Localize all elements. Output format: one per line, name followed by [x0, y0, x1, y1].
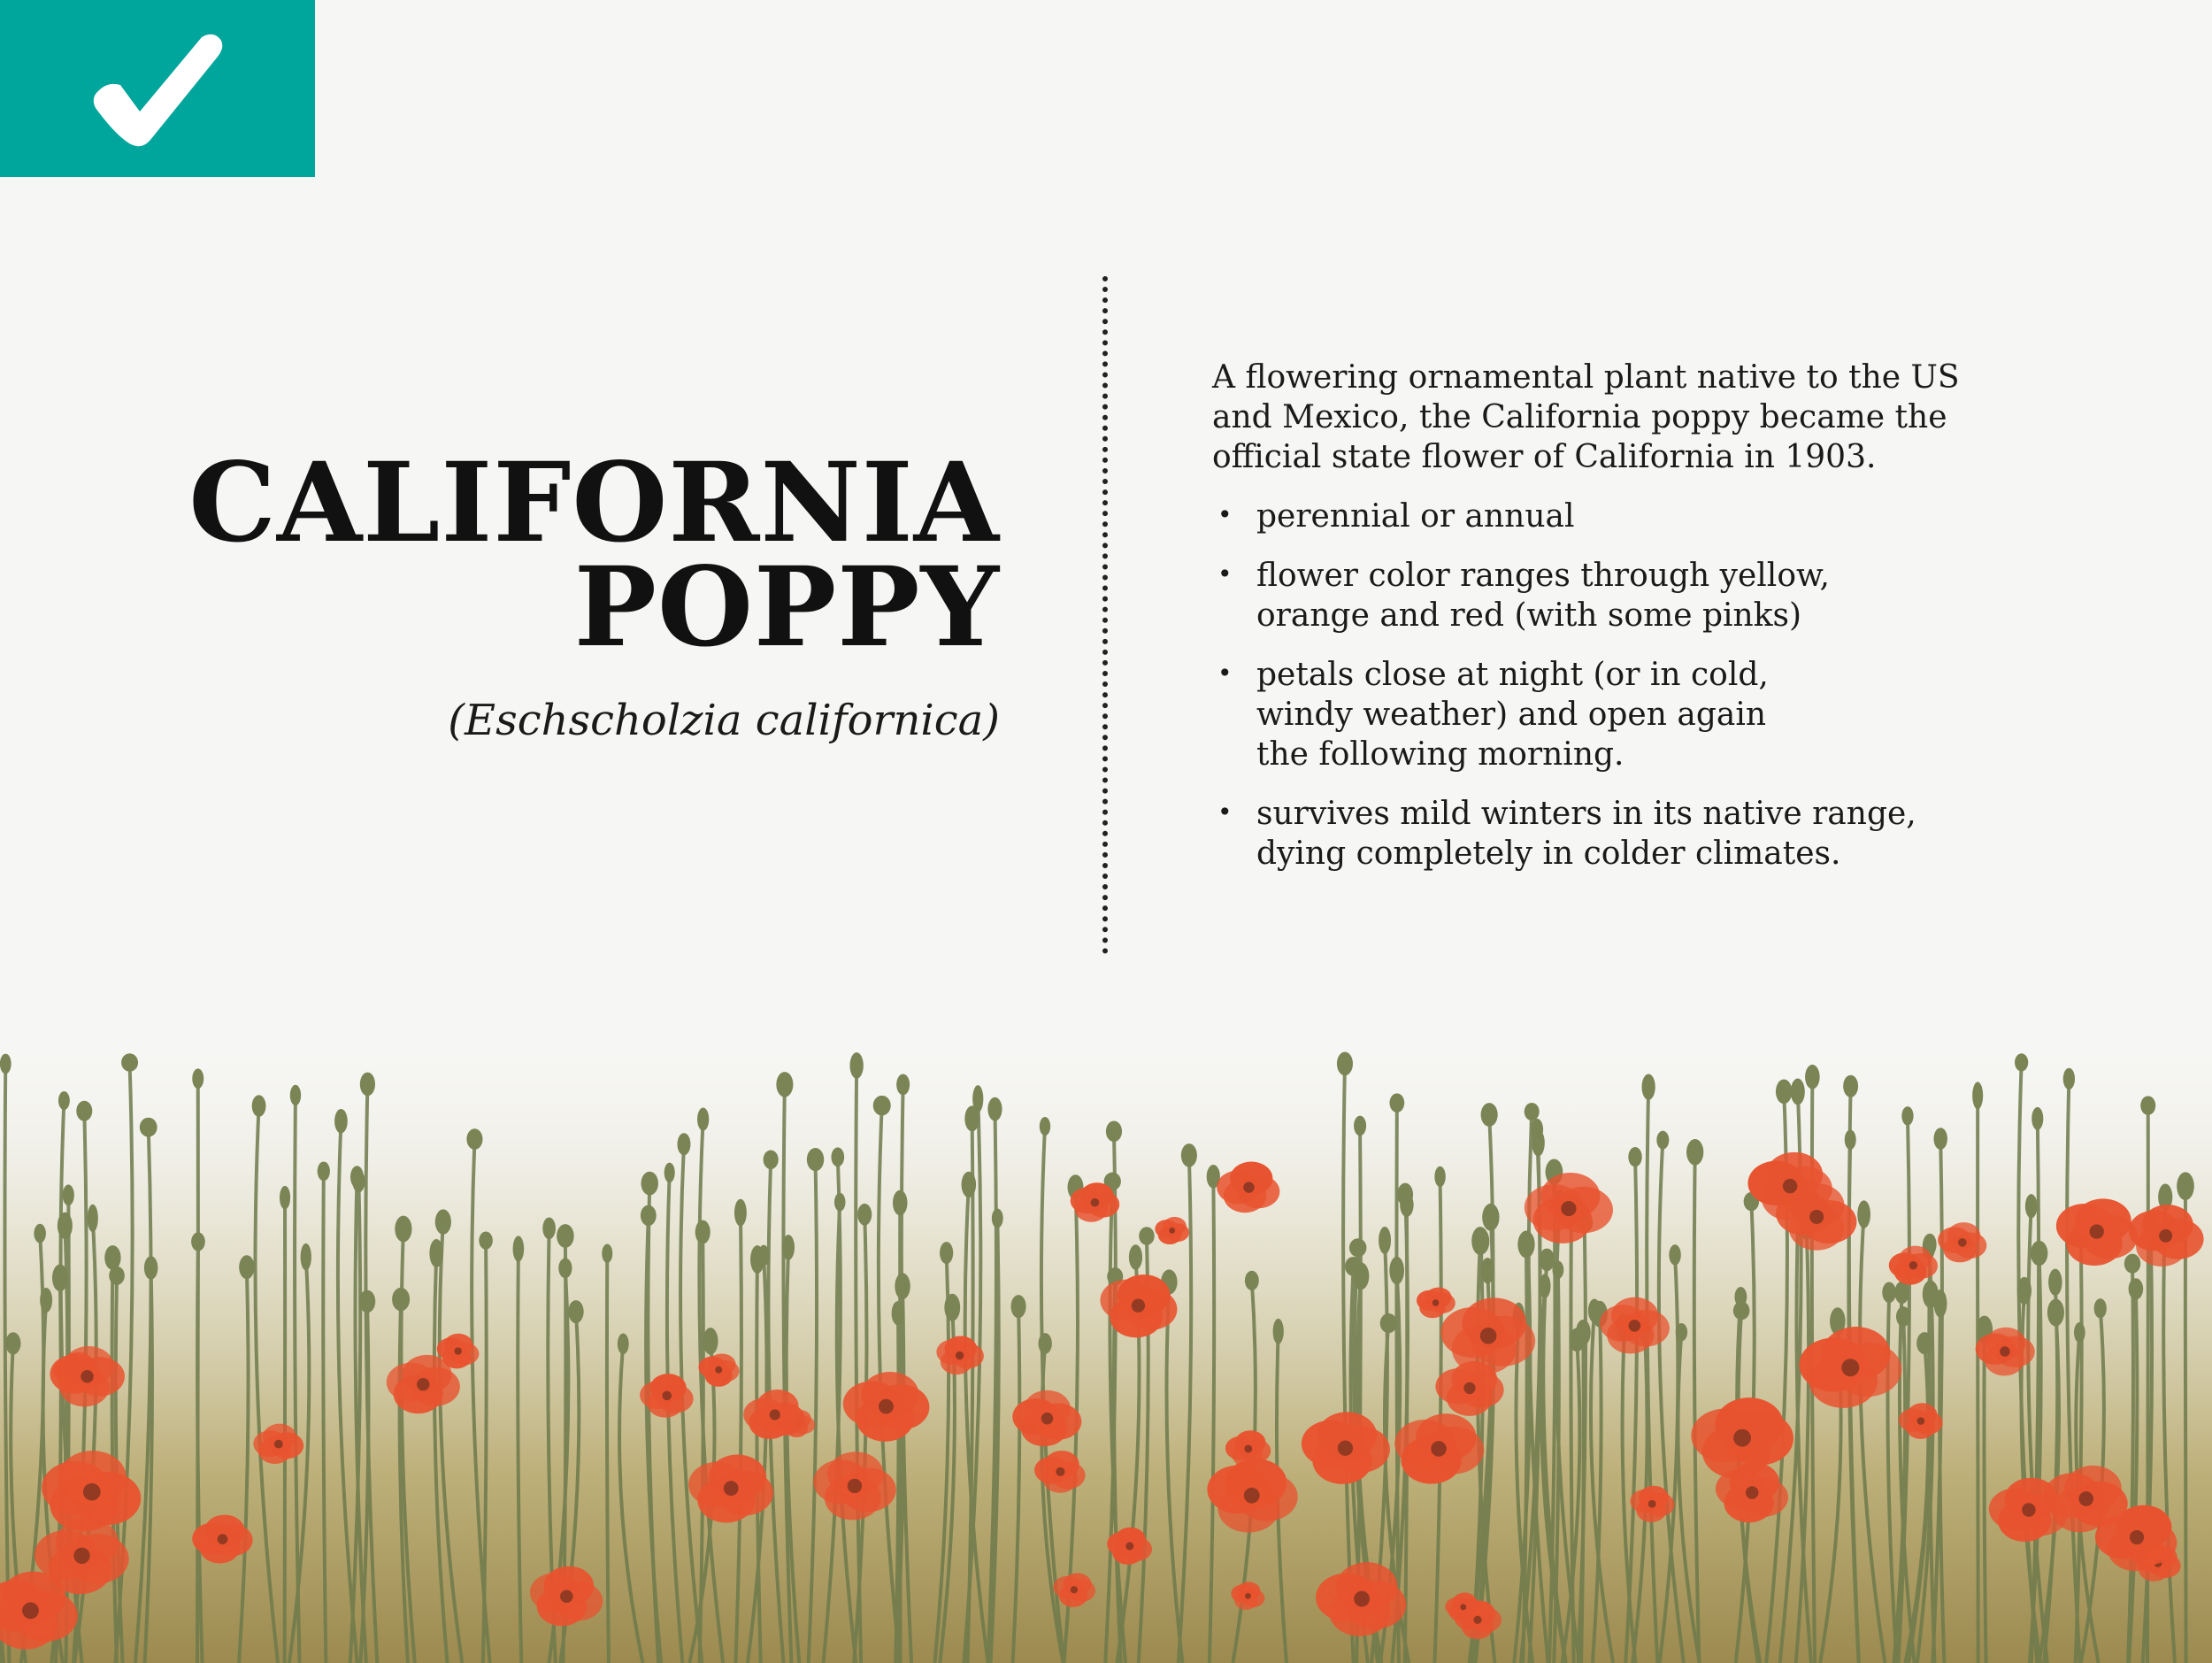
bud: [395, 1216, 411, 1243]
bud: [2015, 1053, 2028, 1071]
bud: [1628, 1147, 1641, 1166]
bud: [392, 1288, 410, 1311]
bud: [1517, 1231, 1534, 1259]
poppy-field-photo: [0, 1027, 2212, 1663]
bud: [1040, 1117, 1050, 1136]
bud: [695, 1220, 710, 1244]
bud: [301, 1243, 311, 1271]
bud: [1481, 1103, 1498, 1127]
bud: [2129, 1278, 2144, 1299]
bud: [76, 1101, 92, 1121]
bud: [2017, 1277, 2032, 1305]
bud: [1482, 1204, 1499, 1231]
bud: [641, 1172, 658, 1196]
bud: [1642, 1074, 1655, 1100]
bud: [992, 1208, 1003, 1228]
bud: [618, 1333, 629, 1354]
bud: [697, 1108, 709, 1131]
bud: [1349, 1238, 1367, 1257]
bud: [1389, 1257, 1404, 1285]
bud: [1380, 1313, 1397, 1333]
bud: [2063, 1068, 2075, 1089]
fact-item: • flower color ranges through yellow, orange and red (with some pinks): [1212, 556, 1876, 635]
bud: [1734, 1287, 1747, 1306]
bud: [1776, 1080, 1792, 1105]
bud: [1389, 1093, 1404, 1113]
bud: [1345, 1257, 1362, 1276]
bud: [34, 1224, 46, 1243]
bud: [895, 1273, 910, 1299]
bud: [558, 1258, 572, 1278]
title-block: [115, 439, 1000, 745]
bud: [849, 1052, 863, 1079]
bud: [140, 1118, 157, 1137]
bud: [104, 1245, 120, 1270]
bud: [109, 1266, 125, 1285]
bud: [1245, 1271, 1259, 1290]
check-badge: [0, 0, 315, 177]
bud: [602, 1244, 612, 1263]
bud: [677, 1133, 690, 1155]
bud: [429, 1239, 443, 1267]
bud: [641, 1205, 657, 1226]
bud: [52, 1264, 68, 1291]
bud: [121, 1053, 138, 1072]
info-block: [1212, 358, 2008, 893]
bud: [2177, 1172, 2194, 1200]
page-title-line-2: POPPY: [573, 543, 1000, 672]
bud: [1896, 1306, 1910, 1327]
bud: [1337, 1051, 1353, 1075]
bud: [893, 1190, 908, 1216]
bud: [1525, 1103, 1540, 1120]
bud: [1553, 1260, 1564, 1279]
bud: [352, 1170, 365, 1192]
bud: [1540, 1249, 1555, 1272]
bud: [1676, 1323, 1687, 1341]
bud: [58, 1091, 70, 1110]
stem: [607, 1253, 609, 1663]
bud: [239, 1255, 254, 1279]
bud: [557, 1224, 574, 1248]
bud: [1972, 1082, 1983, 1109]
bud: [513, 1236, 525, 1261]
bud: [252, 1095, 266, 1117]
bud: [1845, 1130, 1856, 1150]
bud: [857, 1204, 872, 1226]
bud: [1805, 1065, 1820, 1089]
bud: [2048, 1269, 2062, 1296]
bud: [2031, 1241, 2048, 1266]
bud: [831, 1147, 844, 1166]
bud: [0, 1054, 12, 1074]
bud: [280, 1186, 290, 1210]
bud: [750, 1245, 764, 1274]
bud: [1039, 1333, 1052, 1354]
bud: [972, 1085, 983, 1113]
stem: [197, 1079, 198, 1663]
scientific-name: (Eschscholzia californica): [448, 696, 1000, 745]
bud: [1471, 1227, 1488, 1255]
bud: [987, 1097, 1002, 1121]
bud: [63, 1184, 74, 1205]
bud: [191, 1232, 205, 1251]
bud: [1894, 1282, 1909, 1305]
bud: [144, 1256, 157, 1280]
stem: [1984, 1329, 1985, 1663]
bud: [1273, 1319, 1284, 1344]
checkmark-icon: [88, 27, 230, 150]
bud: [435, 1209, 451, 1234]
intro-paragraph: A flowering ornamental plant native to the US and Mexico, the California poppy became the official state flower of California in 1903.: [1212, 359, 1960, 475]
dotted-divider: [1102, 276, 1108, 954]
bud: [1791, 1079, 1805, 1105]
bud: [58, 1213, 73, 1239]
bud: [962, 1172, 977, 1197]
bud: [542, 1217, 556, 1239]
bud: [334, 1109, 348, 1134]
bud: [807, 1148, 824, 1171]
bud: [1570, 1328, 1585, 1352]
fact-item: • survives mild winters in its native range, dying completely in colder climates.: [1212, 794, 1964, 874]
bud: [1933, 1128, 1947, 1150]
bud: [2094, 1298, 2107, 1318]
bud: [1882, 1282, 1896, 1304]
bud: [764, 1151, 779, 1170]
page-title-line-1: CALIFORNIA: [188, 439, 1000, 567]
bud: [192, 1068, 204, 1089]
bud: [1139, 1227, 1154, 1245]
bud: [873, 1096, 891, 1116]
bud: [1843, 1075, 1858, 1097]
bud: [1434, 1166, 1445, 1187]
bud: [776, 1072, 793, 1097]
bud: [940, 1242, 953, 1264]
facts-list: [1212, 497, 2008, 874]
bud: [2074, 1322, 2085, 1343]
bud: [1181, 1143, 1197, 1167]
bud: [896, 1074, 910, 1096]
fact-item: • petals close at night (or in cold, windy weather) and open again the following morning.: [1212, 655, 1823, 774]
bud: [1379, 1227, 1391, 1254]
bud: [2047, 1299, 2064, 1327]
bud: [1916, 1332, 1932, 1354]
bud: [944, 1294, 960, 1321]
bud: [1481, 1258, 1494, 1283]
bud: [2124, 1254, 2140, 1274]
bud: [568, 1300, 583, 1323]
bud: [479, 1231, 493, 1249]
bud: [734, 1199, 747, 1227]
bud: [290, 1085, 301, 1105]
bud: [318, 1161, 330, 1181]
bud: [5, 1332, 20, 1354]
bud: [1857, 1200, 1870, 1228]
bud: [1011, 1295, 1026, 1318]
bud: [1354, 1116, 1366, 1136]
bud: [2140, 1096, 2155, 1115]
bud: [664, 1163, 675, 1183]
bud: [892, 1301, 905, 1325]
bud: [1400, 1193, 1413, 1217]
bud: [1106, 1121, 1122, 1143]
bud: [782, 1235, 795, 1260]
bud: [703, 1328, 718, 1354]
bud: [834, 1193, 846, 1212]
bud: [1669, 1244, 1680, 1265]
bud: [1901, 1106, 1913, 1126]
bud: [466, 1128, 482, 1150]
bud: [1540, 1274, 1551, 1297]
bud: [1129, 1244, 1142, 1269]
bud: [2032, 1107, 2043, 1130]
bud: [1656, 1131, 1669, 1150]
bud: [88, 1205, 98, 1232]
bud: [1686, 1139, 1703, 1166]
bud: [1934, 1290, 1947, 1318]
bud: [1532, 1129, 1545, 1156]
bud: [40, 1288, 52, 1313]
bud: [359, 1290, 376, 1313]
fact-item: • perennial or annual: [1212, 497, 2008, 536]
bud: [2025, 1194, 2038, 1218]
bud: [360, 1073, 375, 1097]
